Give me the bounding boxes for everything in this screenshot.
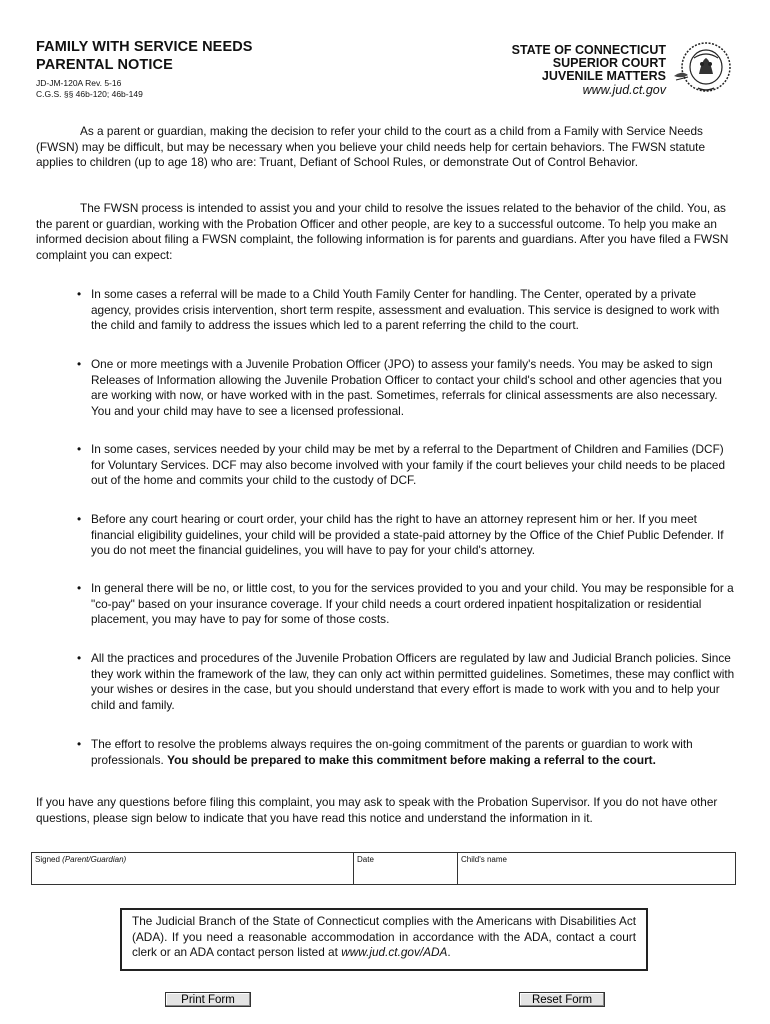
signature-table	[31, 852, 736, 885]
court-division: JUVENILE MATTERS	[541, 69, 666, 83]
court-website: www.jud.ct.gov	[582, 83, 666, 97]
list-item: • The effort to resolve the problems always requires the on-going commitment of the parents or guardian to work with professionals. You should be prepared to make this commitment before making a referral to the court.	[77, 737, 693, 767]
closing-paragraph: If you have any questions before filing this complaint, you may ask to speak with the Probation Supervisor. If you do not have other questions, please sign below to indicate that you have read this notice and understand the information in it.	[36, 795, 718, 825]
form-number: JD-JM-120A Rev. 5-16	[36, 78, 122, 88]
signed-label: Signed	[35, 855, 60, 864]
date-field[interactable]	[354, 853, 458, 884]
reset-form-button[interactable]: Reset Form	[519, 992, 605, 1007]
statute-reference: C.G.S. §§ 46b-120; 46b-149	[36, 89, 143, 99]
ada-notice: The Judicial Branch of the State of Connecticut complies with the Americans with Disabilities Act (ADA). If you need a reasonable accommodation in accordance with the ADA, contact a court clerk or an ADA contact person listed at www.jud.ct.gov/ADA.	[120, 908, 648, 971]
bullet-icon: •	[77, 581, 82, 595]
print-form-button[interactable]: Print Form	[165, 992, 251, 1007]
form-title-line2: PARENTAL NOTICE	[36, 57, 173, 73]
child-name-field[interactable]	[458, 853, 735, 884]
signature-field[interactable]	[32, 853, 354, 884]
child-name-label: Child's name	[461, 855, 507, 864]
bullet-icon: •	[77, 737, 82, 751]
state-name: STATE OF CONNECTICUT	[511, 43, 666, 57]
bullet-icon: •	[77, 357, 82, 371]
bullet-icon: •	[77, 442, 82, 456]
list-item: • All the practices and procedures of the Juvenile Probation Officers are regulated by law and Judicial Branch policies. Since they work within the framework of the law, they can only act within permitted guidelines. Sometimes, these may conflict with your wishes or desires in the case, but you should understand that every effort is made to work with you and to help your child and family.	[77, 651, 735, 712]
list-item: • Before any court hearing or court order, your child has the right to have an attorney represent him or her. If you meet financial eligibility guidelines, your child will be provided a state-paid attorney by the Office of the Chief Public Defender. If you do not meet the financial guidelines, you will have to pay for your child's attorney.	[77, 512, 724, 557]
court-name: SUPERIOR COURT	[552, 56, 666, 70]
signed-hint: (Parent/Guardian)	[62, 855, 127, 864]
list-item: • In some cases, services needed by your child may be met by a referral to the Department of Children and Families (DCF) for Voluntary Services. DCF may also become involved with your family if the court believes your child needs to be placed out of the home and commits your child to the custody of DCF.	[77, 442, 726, 487]
list-item: • In general there will be no, or little cost, to you for the services provided to you and your child. You may be responsible for a "co-pay" based on your insurance coverage. If your child needs a court ordered inpatient hospitalization or residential placement, you may have to pay for some of those costs.	[77, 581, 734, 626]
intro-paragraph-2: The FWSN process is intended to assist you and your child to resolve the issues related to the behavior of the child. You, as the parent or guardian, working with the Probation Officer and other people, are key to a successful outcome. To help you make an informed decision about filing a FWSN complaint, the following information is for parents and guardians. After you have filed a FWSN complaint you can expect:	[36, 201, 729, 262]
list-item: • One or more meetings with a Juvenile Probation Officer (JPO) to assess your family's needs. You may be asked to sign Releases of Information allowing the Juvenile Probation Officer to contact your child's school and other agencies that you are working with now, or have worked with in the past. Sometimes, referrals for clinical assessments are also necessary. You and your child may have to see a licensed professional.	[77, 357, 722, 418]
ada-link[interactable]: www.jud.ct.gov/ADA	[341, 945, 448, 959]
bullet-icon: •	[77, 651, 82, 665]
bullet-icon: •	[77, 512, 82, 526]
list-item: • In some cases a referral will be made to a Child Youth Family Center for handling. The Center, operated by a private agency, provides crisis intervention, short term respite, assessment and evaluation. This service is designed to work with the child and family to address the issues which led to a parent referring the child to the court.	[77, 287, 720, 332]
state-seal-icon	[672, 38, 736, 96]
commitment-emphasis: You should be prepared to make this commitment before making a referral to the court.	[167, 752, 656, 767]
form-title-line1: FAMILY WITH SERVICE NEEDS	[36, 39, 253, 55]
intro-paragraph-1: As a parent or guardian, making the decision to refer your child to the court as a child from a Family with Service Needs (FWSN) may be difficult, but may be necessary when you believe your child needs help for certain behaviors. The FWSN statute applies to children (up to age 18) who are: Truant, Defiant of School Rules, or demonstrate Out of Control Behavior.	[36, 124, 706, 169]
bullet-icon: •	[77, 287, 82, 301]
date-label: Date	[357, 855, 374, 864]
